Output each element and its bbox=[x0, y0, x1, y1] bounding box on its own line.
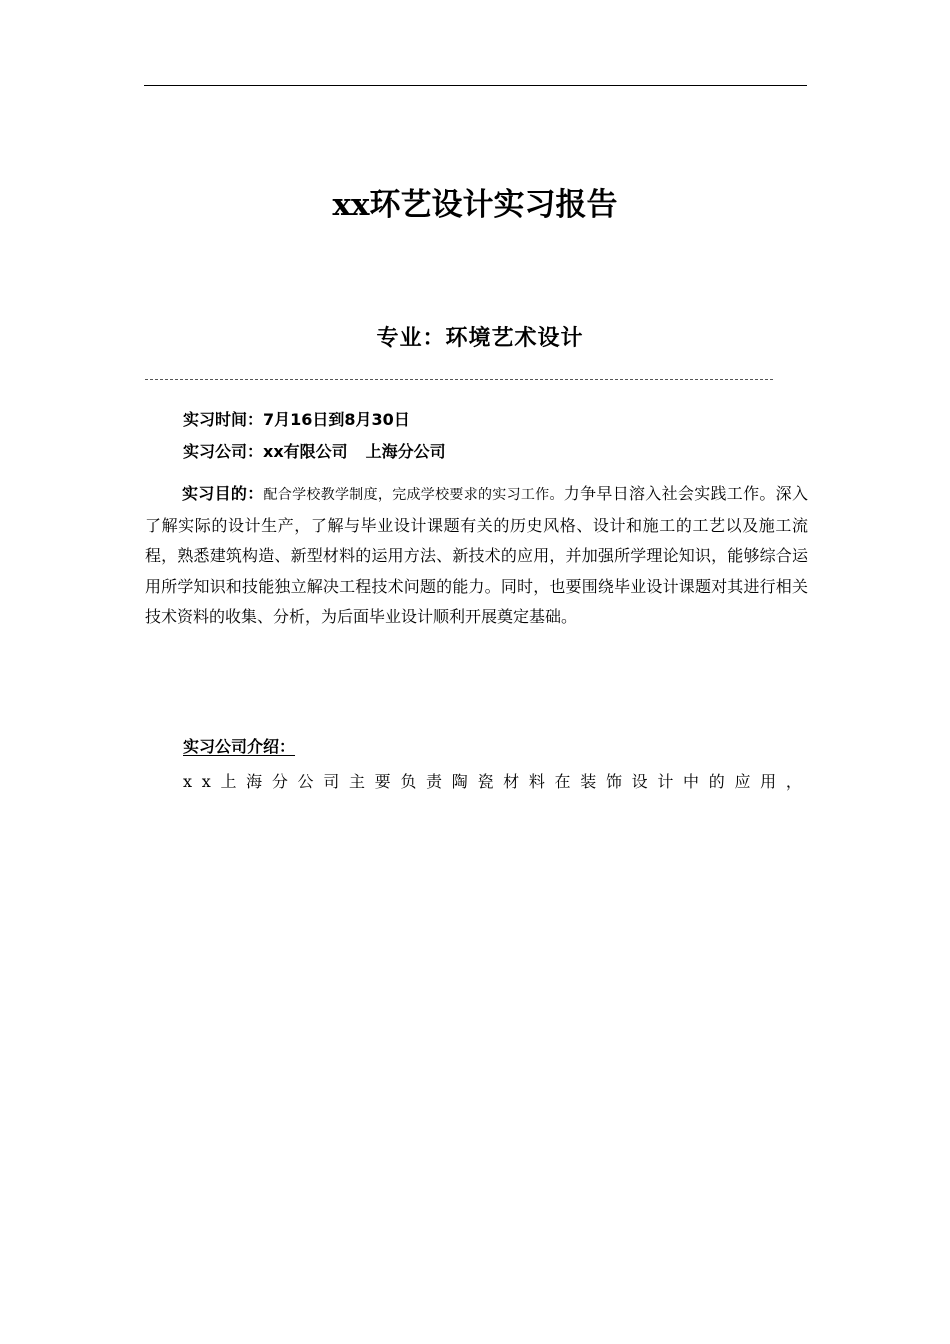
header-rule bbox=[144, 85, 807, 86]
major-value: 环境艺术设计 bbox=[445, 326, 584, 351]
purpose-first-clause: 配合学校教学制度，完成学校要求的实习工作。 bbox=[263, 487, 564, 503]
purpose-text: 力争早日溶入社会实践工作。深入了解实际的设计生产，了解与毕业设计课题有关的历史风格、设计和施工的工艺以及施工流程，熟悉建筑构造、新型材料的运用方法、新技术的应用，并加强所学理论知识，能够综合运用所学知识和技能独立解决工程技术问题的能力。同时，也要围绕毕业设计课题对其进行相关技术资料的收集、分析，为后面毕业设计顺利开展奠定基础。 bbox=[145, 484, 808, 627]
company-intro-text: xx上海分公司主要负责陶瓷材料在装饰设计中的应用， bbox=[183, 772, 812, 791]
company-line bbox=[183, 441, 446, 463]
company-intro-heading: 实习公司介绍： bbox=[183, 737, 296, 756]
separator-line bbox=[145, 379, 773, 380]
purpose-paragraph bbox=[145, 479, 808, 633]
internship-time-value: 7月16日到8月30日 bbox=[263, 410, 410, 429]
internship-time-line bbox=[183, 409, 410, 431]
major-line bbox=[0, 322, 950, 356]
report-title: xx环艺设计实习报告 bbox=[332, 187, 618, 223]
company-name: xx有限公司 bbox=[263, 442, 348, 461]
company-label: 实习公司： bbox=[183, 442, 264, 461]
major-label: 专业： bbox=[376, 326, 446, 351]
company-branch: 上海分公司 bbox=[365, 442, 446, 461]
internship-time-label: 实习时间： bbox=[183, 410, 264, 429]
purpose-label: 实习目的： bbox=[182, 484, 264, 503]
